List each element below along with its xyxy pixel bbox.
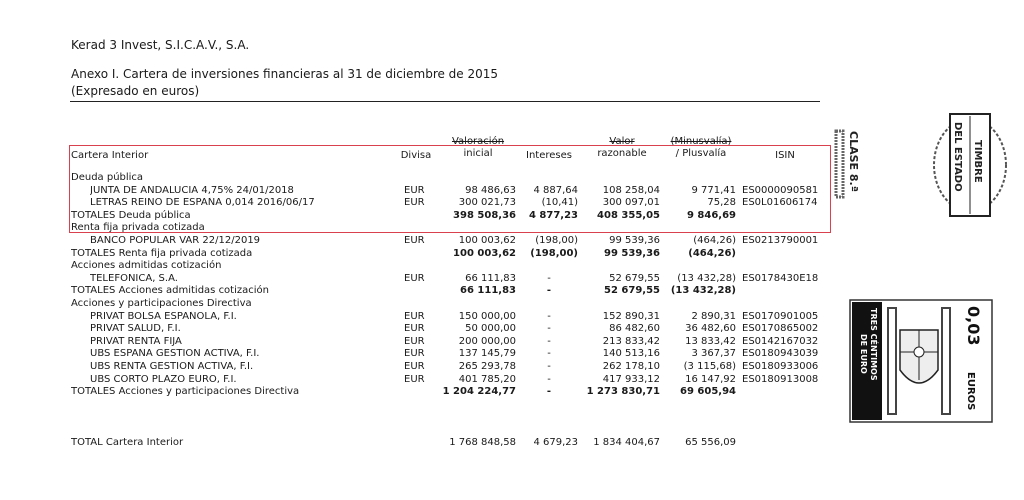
row-intereses: - — [547, 373, 551, 385]
row-valoracion-inicial: 50 000,00 — [465, 323, 516, 335]
row-isin: ES0L01606174 — [742, 197, 818, 209]
row-name: TELEFONICA, S.A. — [90, 272, 178, 284]
header-valor-razonable — [584, 136, 660, 160]
row-intereses: - — [546, 386, 552, 398]
row-valor-razonable: 140 513,16 — [602, 348, 660, 360]
row-name: Acciones admitidas cotización — [71, 260, 222, 272]
title-rule — [70, 101, 820, 102]
row-name: PRIVAT RENTA FIJA — [90, 335, 182, 347]
row-divisa: EUR — [404, 361, 425, 372]
row-isin: ES0213790001 — [742, 235, 819, 246]
grand-total-valor: 1 834 404,67 — [593, 437, 660, 448]
header-plusvalia — [664, 136, 738, 160]
row-valor-razonable: 152 890,31 — [602, 310, 660, 322]
row-name: UBS CORTO PLAZO EURO, F.I. — [90, 373, 237, 385]
row-name: BANCO POPULAR VAR 22/12/2019 — [90, 235, 261, 246]
header-valoracion-inicial — [440, 136, 516, 160]
row-plusvalia: 16 147,92 — [685, 373, 736, 385]
row-intereses: - — [547, 272, 551, 284]
row-name: TOTALES Deuda pública — [71, 209, 191, 221]
row-valoracion-inicial: 150 000,00 — [458, 310, 516, 322]
fiscal-stamp-value: 0,03 — [964, 306, 983, 346]
row-plusvalia: 3 367,37 — [691, 348, 736, 360]
table-row — [0, 273, 1024, 285]
row-valoracion-inicial: 265 293,78 — [458, 361, 516, 372]
row-name: Acciones y participaciones Directiva — [71, 298, 252, 309]
row-plusvalia: (13 432,28) — [670, 285, 736, 297]
row-divisa: EUR — [404, 184, 425, 196]
group-header-row — [0, 260, 1024, 272]
row-divisa: EUR — [404, 197, 425, 209]
fiscal-stamp-words-2: DE EURO — [859, 334, 868, 374]
row-divisa: EUR — [404, 348, 425, 360]
header-section-title: Cartera Interior — [71, 150, 149, 161]
currency-note: (Expresado en euros) — [71, 84, 200, 98]
row-valor-razonable: 99 539,36 — [609, 235, 660, 246]
group-header-row — [0, 222, 1024, 234]
row-divisa: EUR — [404, 310, 425, 322]
grand-total-valoracion: 1 768 848,58 — [449, 437, 516, 448]
row-plusvalia: (464,26) — [693, 235, 736, 246]
row-isin: ES0180933006 — [742, 361, 819, 372]
row-valoracion-inicial: 137 145,79 — [458, 348, 516, 360]
header-divisa: Divisa — [400, 150, 432, 161]
row-name: PRIVAT BOLSA ESPAÑOLA, F.I. — [90, 310, 237, 322]
row-intereses: - — [547, 323, 551, 335]
row-name: UBS ESPAÑA GESTION ACTIVA, F.I. — [90, 348, 260, 360]
header-plusvalia-line1: (Minusvalía) — [670, 136, 732, 147]
row-intereses: (198,00) — [530, 247, 578, 259]
clase-stamp-text: CLASE 8.ª — [847, 131, 860, 192]
row-isin: ES0180943039 — [742, 348, 819, 360]
row-divisa: EUR — [404, 335, 425, 347]
row-plusvalia: 2 890,31 — [691, 310, 736, 322]
row-valoracion-inicial: 98 486,63 — [465, 184, 516, 196]
row-divisa: EUR — [404, 373, 425, 385]
row-valor-razonable: 408 355,05 — [597, 209, 660, 221]
row-intereses: - — [547, 348, 551, 360]
row-isin: ES0180913008 — [742, 373, 819, 385]
row-plusvalia: (3 115,68) — [683, 361, 736, 372]
row-valor-razonable: 86 482,60 — [609, 323, 660, 335]
row-plusvalia: 9 846,69 — [686, 209, 736, 221]
subtotal-row — [0, 248, 1024, 260]
fiscal-stamp-currency: EUROS — [965, 372, 976, 411]
row-plusvalia: 36 482,60 — [685, 323, 736, 335]
row-plusvalia: 69 605,94 — [680, 386, 736, 398]
header-valor-line2: razonable — [597, 148, 647, 159]
company-name: Kerad 3 Invest, S.I.C.A.V., S.A. — [71, 38, 250, 52]
row-divisa: EUR — [404, 272, 425, 284]
row-name: PRIVAT SALUD, F.I. — [90, 323, 181, 335]
row-valor-razonable: 300 097,01 — [602, 197, 660, 209]
row-divisa: EUR — [404, 235, 425, 246]
row-plusvalia: 9 771,41 — [691, 184, 736, 196]
row-valor-razonable: 52 679,55 — [609, 272, 660, 284]
row-plusvalia: (464,26) — [688, 247, 736, 259]
timbre-del-estado-stamp — [928, 110, 1012, 220]
row-intereses: (10,41) — [541, 197, 578, 209]
row-name: JUNTA DE ANDALUCIA 4,75% 24/01/2018 — [90, 184, 294, 196]
row-valoracion-inicial: 66 111,83 — [460, 285, 516, 297]
timbre-text-1: TIMBRE — [972, 140, 983, 183]
row-valor-razonable: 213 833,42 — [602, 335, 660, 347]
header-valoracion-line2: inicial — [463, 148, 493, 159]
row-isin: ES0170865002 — [742, 323, 819, 335]
row-valoracion-inicial: 200 000,00 — [458, 335, 516, 347]
row-intereses: - — [547, 335, 551, 347]
row-valoracion-inicial: 66 111,83 — [465, 272, 516, 284]
row-name: UBS RENTA GESTION ACTIVA, F.I. — [90, 361, 254, 372]
row-name: TOTALES Acciones admitidas cotización — [71, 285, 269, 297]
header-valor-line1: Valor — [609, 136, 635, 147]
annex-title: Anexo I. Cartera de inversiones financieras al 31 de diciembre de 2015 — [71, 67, 499, 81]
row-name: Deuda pública — [71, 172, 144, 183]
fiscal-stamp-003 — [846, 296, 996, 426]
row-valor-razonable: 99 539,36 — [604, 247, 660, 259]
grand-total-plusvalia: 65 556,09 — [685, 437, 736, 448]
row-intereses: - — [547, 361, 551, 372]
header-isin: ISIN — [775, 150, 795, 161]
clase-stamp-pattern — [836, 131, 843, 197]
row-isin: ES0170901005 — [742, 310, 819, 322]
row-isin: ES0142167032 — [742, 335, 819, 347]
timbre-text-2: DEL ESTADO — [952, 122, 963, 192]
row-valoracion-inicial: 401 785,20 — [458, 373, 516, 385]
row-intereses: (198,00) — [535, 235, 578, 246]
row-intereses: - — [547, 310, 551, 322]
row-intereses: 4 887,64 — [533, 184, 578, 196]
table-row — [0, 235, 1024, 247]
row-valoracion-inicial: 398 508,36 — [453, 209, 516, 221]
row-name: Renta fija privada cotizada — [71, 222, 205, 234]
row-intereses: - — [546, 285, 552, 297]
row-valoracion-inicial: 100 003,62 — [458, 235, 516, 246]
header-valoracion-line1: Valoración — [451, 136, 505, 147]
row-valoracion-inicial: 1 204 224,77 — [442, 386, 516, 398]
grand-total-label: TOTAL Cartera Interior — [71, 437, 184, 448]
grand-total-intereses: 4 679,23 — [533, 437, 578, 448]
row-valoracion-inicial: 100 003,62 — [453, 247, 516, 259]
row-name: LETRAS REINO DE ESPAÑA 0,014 2016/06/17 — [90, 197, 315, 209]
fiscal-stamp-words-1: TRES CÉNTIMOS — [869, 308, 878, 381]
row-valoracion-inicial: 300 021,73 — [458, 197, 516, 209]
row-valor-razonable: 1 273 830,71 — [586, 386, 660, 398]
row-valor-razonable: 262 178,10 — [602, 361, 660, 372]
row-valor-razonable: 108 258,04 — [602, 184, 660, 196]
row-valor-razonable: 417 933,12 — [602, 373, 660, 385]
clase-stamp — [834, 125, 874, 220]
row-valor-razonable: 52 679,55 — [604, 285, 660, 297]
row-name: TOTALES Acciones y participaciones Directiva — [71, 386, 300, 398]
header-intereses: Intereses — [526, 150, 572, 161]
row-isin: ES0178430E18 — [742, 272, 819, 284]
row-isin: ES0000090581 — [742, 184, 819, 196]
row-plusvalia: (13 432,28) — [677, 272, 736, 284]
row-divisa: EUR — [404, 323, 425, 335]
row-name: TOTALES Renta fija privada cotizada — [71, 247, 253, 259]
row-plusvalia: 75,28 — [707, 197, 736, 209]
grand-total-row — [0, 437, 1024, 449]
row-plusvalia: 13 833,42 — [685, 335, 736, 347]
header-plusvalia-line2: / Plusvalía — [675, 148, 727, 159]
row-intereses: 4 877,23 — [528, 209, 578, 221]
